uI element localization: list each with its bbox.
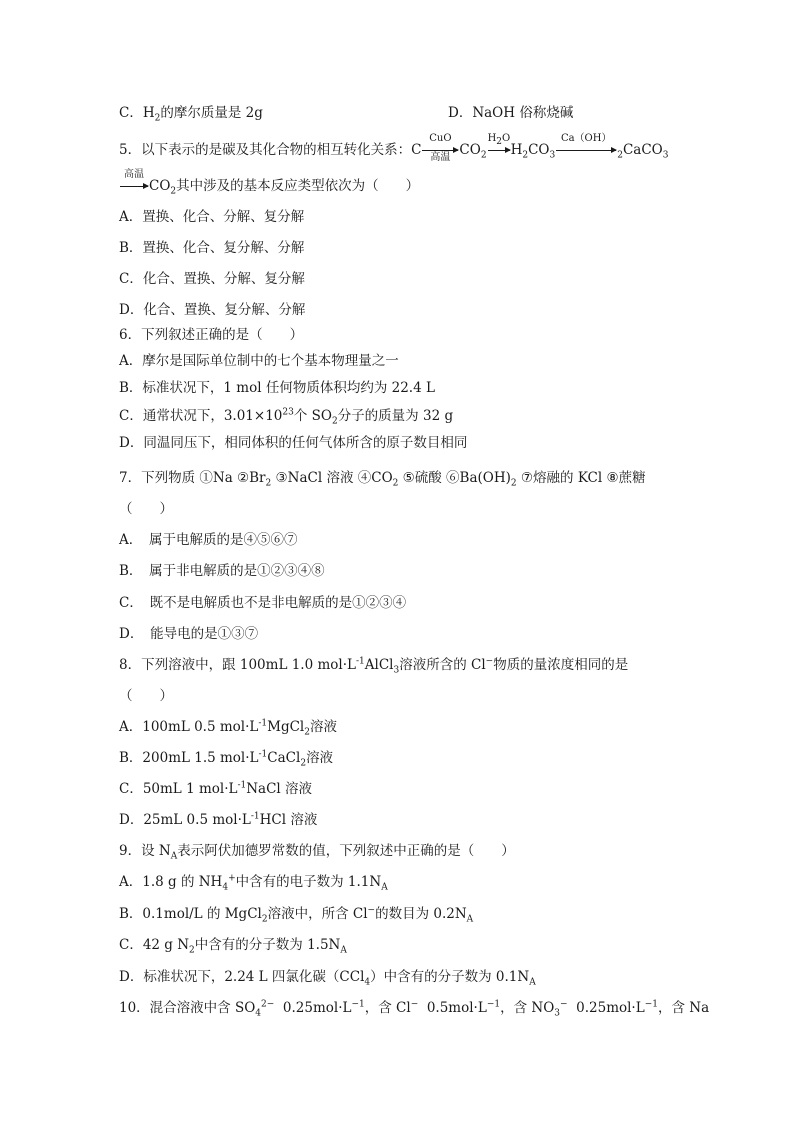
q9-option-c: C．42 g $N_2$中含有的分子数为 $1.5N_A$	[119, 937, 347, 956]
q4-c-text: C．H	[119, 105, 155, 121]
q5-option-c: C．化合、置换、分解、复分解	[119, 271, 305, 287]
q5-h2co3-co: CO	[528, 142, 550, 158]
q7-paren: （ ）	[119, 501, 173, 517]
q4-c-rest: 的摩尔质量是 2g	[160, 105, 263, 121]
q6-option-c: C．通常状况下，$3.01\times 10^{23}$个 $SO_2$分子的质量为 32 g	[119, 407, 454, 427]
q5-arrow2-top: $H_2O$	[487, 133, 511, 147]
q5-option-b: B．置换、化合、复分解、分解	[119, 240, 305, 256]
q5-arrow-heat	[120, 169, 148, 195]
q5-h2co3-sub1: 2	[522, 150, 529, 161]
q5-question: 其中涉及的基本反应类型依次为（ ）	[176, 178, 420, 194]
q5-stem-line1	[119, 133, 669, 163]
q8-option-a: A．100mL 0.5 $mol\cdot L^{-1}MgCl_2$溶液	[119, 718, 337, 738]
q4-option-d	[448, 104, 573, 122]
q5-arrow-caoh2	[556, 133, 616, 159]
q5-co2-final: CO	[149, 178, 171, 194]
q7-option-b: B． 属于非电解质的是①②③④⑧	[119, 563, 325, 579]
q4-option-c	[119, 104, 263, 122]
q9-option-d: D．标准状况下，2.24 L 四氯化碳（CCl$_4$）中含有的分子数为 $0.1N_A$	[119, 969, 536, 988]
q5-arrow-cuo	[422, 133, 458, 163]
q5-arrow-h2o	[487, 133, 511, 159]
q5-option-a: A．置换、化合、分解、复分解	[119, 209, 305, 225]
q8-stem: 8．下列溶液中，跟 100mL 1.0 $mol\cdot L^{-1}AlCl_3$溶液所含的 Cl−物质的量浓度相同的是	[119, 656, 629, 676]
q7-option-d: D． 能导电的是①③⑦	[119, 626, 259, 642]
q4-c-sub: 2	[154, 113, 161, 124]
q5-stem-line2	[119, 169, 420, 197]
q8-option-d: D．25mL 0.5 $mol\cdot L^{-1}HCl$ 溶液	[119, 811, 318, 828]
q5-arrow4-top: 高温	[124, 169, 144, 180]
q8-option-c: C．50mL 1 $mol\cdot L^{-1}NaCl$ 溶液	[119, 780, 313, 797]
q10-stem: 10．混合溶液中含 $SO_4^{2-}$ $0.25mol\cdot L^{-1}$，含 Cl− $0.5mol\cdot L^{-1}$，含 $NO_3^-$ $0.25mol\cdot L^{-1}$，含 Na	[119, 999, 710, 1019]
q5-stem-text: 5．以下表示的是碳及其化合物的相互转化关系：C	[119, 142, 422, 158]
q5-arrow1-top: CuO	[429, 133, 452, 144]
q5-h2co3-sub2: 3	[549, 150, 556, 161]
q7-stem: 7．下列物质 ①Na $②Br_2$ ③NaCl 溶液 $④CO_2$ ⑤硫酸 $⑥Ba(OH)_2$ ⑦熔融的 KCl ⑧蔗糖	[119, 470, 646, 489]
q5-arrow1-bot: 高温	[430, 152, 451, 163]
q5-caco3: CaCO	[622, 142, 663, 158]
q5-co2: CO	[459, 142, 481, 158]
q8-option-b: B．200mL 1.5 $mol\cdot L^{-1}CaCl_2$溶液	[119, 749, 334, 769]
q5-co2-final-sub: 2	[170, 186, 177, 197]
q7-option-c: C． 既不是电解质也不是非电解质的是①②③④	[119, 595, 407, 611]
q5-h2co3-h: H	[510, 142, 523, 158]
q7-option-a: A． 属于电解质的是④⑤⑥⑦	[119, 532, 298, 548]
q6-stem: 6．下列叙述正确的是（ ）	[119, 327, 304, 343]
q9-option-b: B．0.1mol/L 的 MgCl$_2$溶液中，所含 Cl−的数目为 $0.2N_A$	[119, 905, 474, 925]
q5-co2-sub: 2	[480, 150, 487, 161]
q4-d-text: D．NaOH 俗称烧碱	[448, 105, 574, 121]
q6-option-a: A．摩尔是国际单位制中的七个基本物理量之一	[119, 353, 399, 369]
q9-stem: 9．设 $N_A$表示阿伏加德罗常数的值，下列叙述中正确的是（ ）	[119, 843, 515, 862]
q8-paren: （ ）	[119, 688, 173, 704]
q9-option-a: A．1.8 g 的 $NH_4^+$中含有的电子数为 $1.1N_A$	[119, 873, 388, 893]
q5-arrow3-sub: 2	[617, 150, 623, 161]
q5-arrow3-top: Ca（OH）	[560, 133, 612, 144]
q5-caco3-sub: 3	[662, 150, 669, 161]
q6-option-d: D．同温同压下，相同体积的任何气体所含的原子数目相同	[119, 435, 468, 451]
q6-option-b: B．标准状况下，1 mol 任何物质体积均约为 22.4 L	[119, 380, 435, 396]
q5-option-d: D．化合、置换、复分解、分解	[119, 302, 306, 318]
